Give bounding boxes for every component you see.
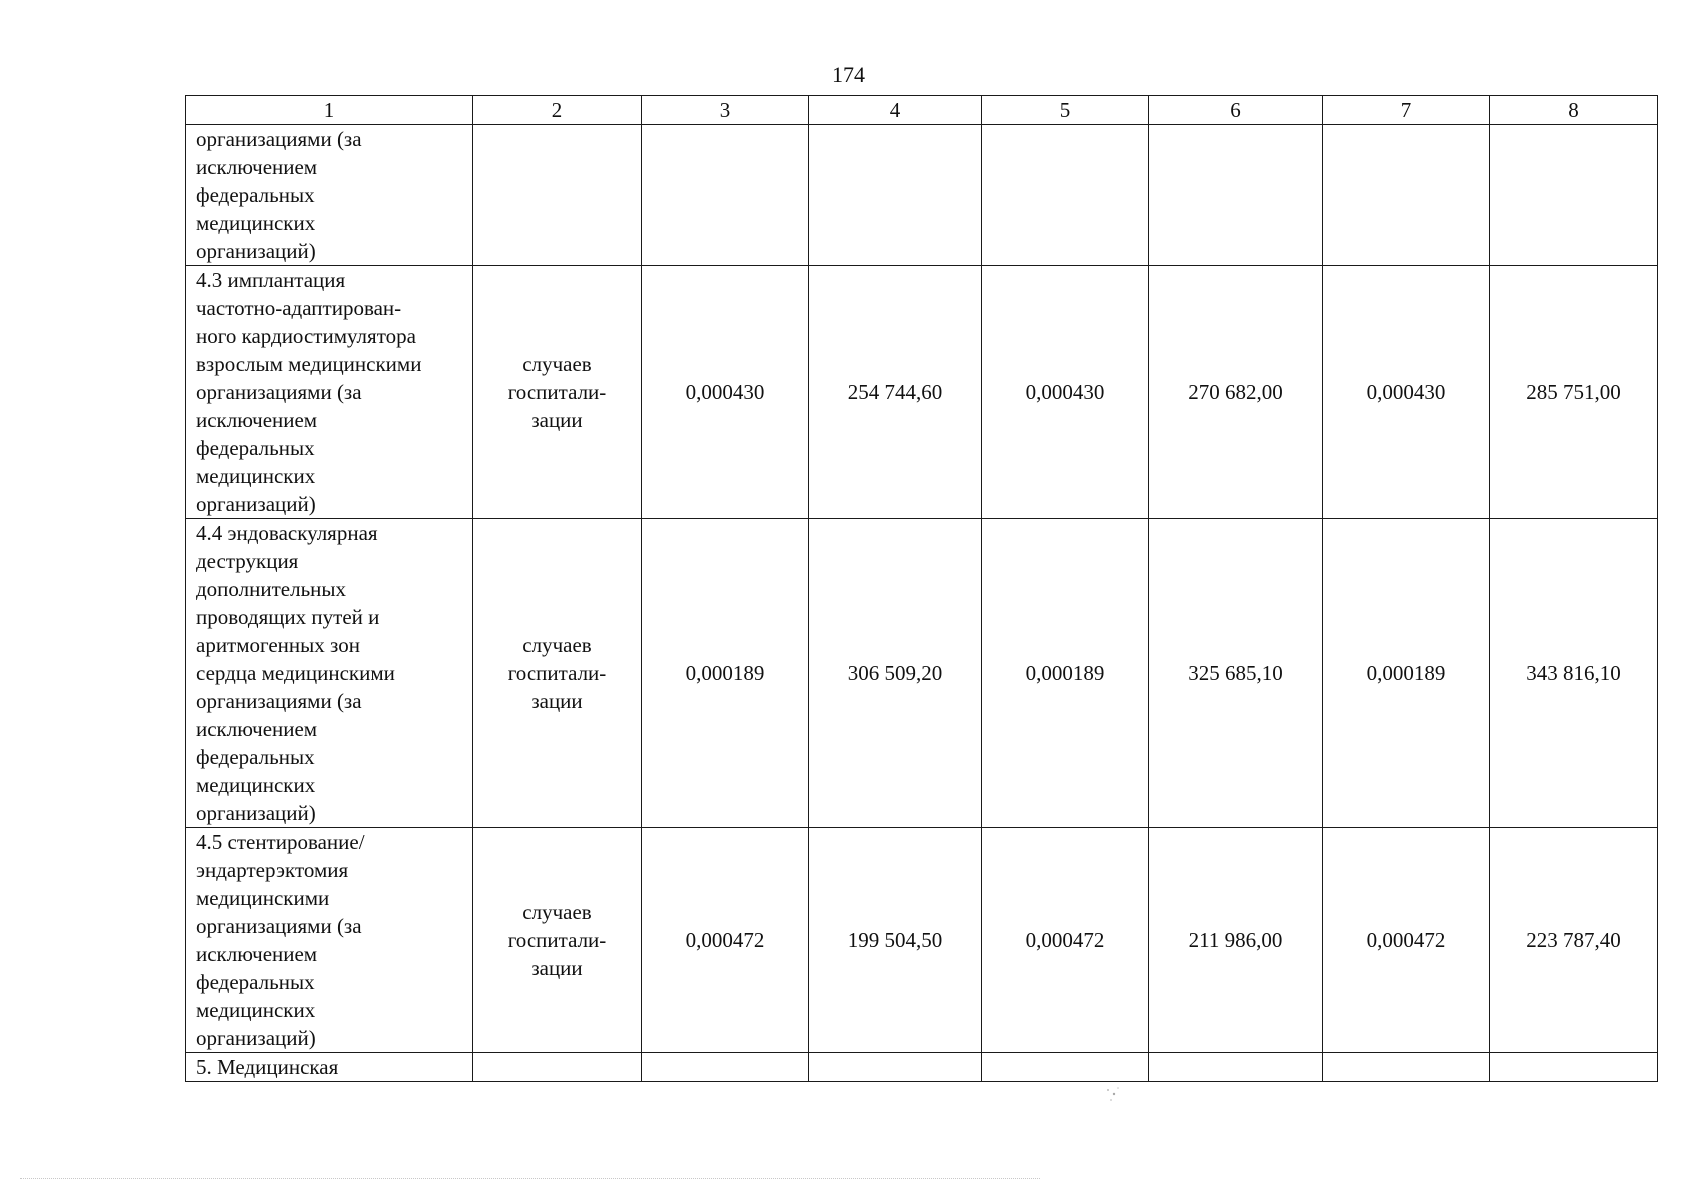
- description-line: ного кардиостимулятора: [196, 324, 416, 348]
- table-header-row: [186, 96, 1658, 125]
- row-unit: [473, 828, 642, 1053]
- header-cell: 7: [1323, 96, 1490, 125]
- unit-line: случаев: [522, 900, 592, 924]
- row-description: [186, 125, 473, 266]
- value-cell: 0,000472: [642, 828, 809, 1053]
- unit-line: зации: [531, 408, 583, 432]
- description-line: медицинских: [196, 773, 316, 797]
- value-cell: 325 685,10: [1149, 519, 1323, 828]
- value-cell: 0,000189: [982, 519, 1149, 828]
- table-row: [186, 519, 1658, 828]
- value-cell: 0,000189: [1323, 519, 1490, 828]
- header-cell: 5: [982, 96, 1149, 125]
- header-cell: 8: [1490, 96, 1658, 125]
- description-line: дополнительных: [196, 577, 347, 601]
- description-line: 5. Медицинская: [196, 1055, 339, 1079]
- description-line: сердца медицинскими: [196, 661, 395, 685]
- row-description: [186, 519, 473, 828]
- value-cell: 0,000430: [1323, 266, 1490, 519]
- value-cell: 0,000472: [1323, 828, 1490, 1053]
- row-description: [186, 828, 473, 1053]
- table-row: [186, 1053, 1658, 1082]
- value-cell: 0,000472: [982, 828, 1149, 1053]
- value-cell: [809, 1053, 982, 1082]
- description-line: федеральных: [196, 745, 315, 769]
- header-cell: 3: [642, 96, 809, 125]
- description-line: исключением: [196, 155, 318, 179]
- value-cell: 0,000430: [982, 266, 1149, 519]
- page-number: 174: [832, 62, 865, 87]
- description-line: медицинских: [196, 464, 316, 488]
- value-cell: 270 682,00: [1149, 266, 1323, 519]
- description-line: исключением: [196, 408, 318, 432]
- scan-speck-mark: [1100, 1080, 1130, 1110]
- value-cell: [982, 1053, 1149, 1082]
- description-line: организациями (за: [196, 127, 362, 151]
- row-description: [186, 1053, 473, 1082]
- header-cell: 4: [809, 96, 982, 125]
- row-description: [186, 266, 473, 519]
- table-row: [186, 266, 1658, 519]
- value-cell: 343 816,10: [1490, 519, 1658, 828]
- header-cell: 6: [1149, 96, 1323, 125]
- description-line: организаций): [196, 801, 316, 825]
- value-cell: [1149, 1053, 1323, 1082]
- data-table: [185, 95, 1658, 1082]
- description-line: федеральных: [196, 436, 315, 460]
- value-cell: 306 509,20: [809, 519, 982, 828]
- value-cell: 211 986,00: [1149, 828, 1323, 1053]
- table-row: [186, 125, 1658, 266]
- header-cell: 2: [473, 96, 642, 125]
- value-cell: [809, 125, 982, 266]
- description-line: организациями (за: [196, 380, 362, 404]
- value-cell: 0,000430: [642, 266, 809, 519]
- description-line: аритмогенных зон: [196, 633, 360, 657]
- scan-edge-line: [20, 1178, 1040, 1180]
- description-line: медицинских: [196, 998, 316, 1022]
- description-line: организаций): [196, 1026, 316, 1050]
- value-cell: 254 744,60: [809, 266, 982, 519]
- unit-line: госпитали-: [507, 380, 607, 404]
- value-cell: 199 504,50: [809, 828, 982, 1053]
- description-line: федеральных: [196, 970, 315, 994]
- description-line: организациями (за: [196, 914, 362, 938]
- description-line: организациями (за: [196, 689, 362, 713]
- header-cell: 1: [186, 96, 473, 125]
- value-cell: [982, 125, 1149, 266]
- table-row: [186, 828, 1658, 1053]
- unit-line: госпитали-: [507, 661, 607, 685]
- unit-line: случаев: [522, 633, 592, 657]
- value-cell: 223 787,40: [1490, 828, 1658, 1053]
- row-unit: [473, 125, 642, 266]
- description-line: организаций): [196, 492, 316, 516]
- value-cell: 285 751,00: [1490, 266, 1658, 519]
- description-line: деструкция: [196, 549, 299, 573]
- description-line: медицинскими: [196, 886, 330, 910]
- value-cell: [1149, 125, 1323, 266]
- description-line: 4.4 эндоваскулярная: [196, 521, 378, 545]
- unit-line: зации: [531, 956, 583, 980]
- description-line: частотно-адаптирован-: [196, 296, 402, 320]
- unit-line: зации: [531, 689, 583, 713]
- unit-line: госпитали-: [507, 928, 607, 952]
- row-unit: [473, 266, 642, 519]
- value-cell: [1490, 125, 1658, 266]
- value-cell: [1490, 1053, 1658, 1082]
- unit-line: случаев: [522, 352, 592, 376]
- description-line: взрослым медицинскими: [196, 352, 422, 376]
- description-line: 4.5 стентирование/: [196, 830, 365, 854]
- value-cell: 0,000189: [642, 519, 809, 828]
- description-line: исключением: [196, 717, 318, 741]
- description-line: 4.3 имплантация: [196, 268, 346, 292]
- row-unit: [473, 1053, 642, 1082]
- value-cell: [642, 1053, 809, 1082]
- description-line: исключением: [196, 942, 318, 966]
- description-line: эндартерэктомия: [196, 858, 349, 882]
- value-cell: [1323, 125, 1490, 266]
- value-cell: [642, 125, 809, 266]
- row-unit: [473, 519, 642, 828]
- description-line: федеральных: [196, 183, 315, 207]
- description-line: организаций): [196, 239, 316, 263]
- value-cell: [1323, 1053, 1490, 1082]
- description-line: проводящих путей и: [196, 605, 380, 629]
- description-line: медицинских: [196, 211, 316, 235]
